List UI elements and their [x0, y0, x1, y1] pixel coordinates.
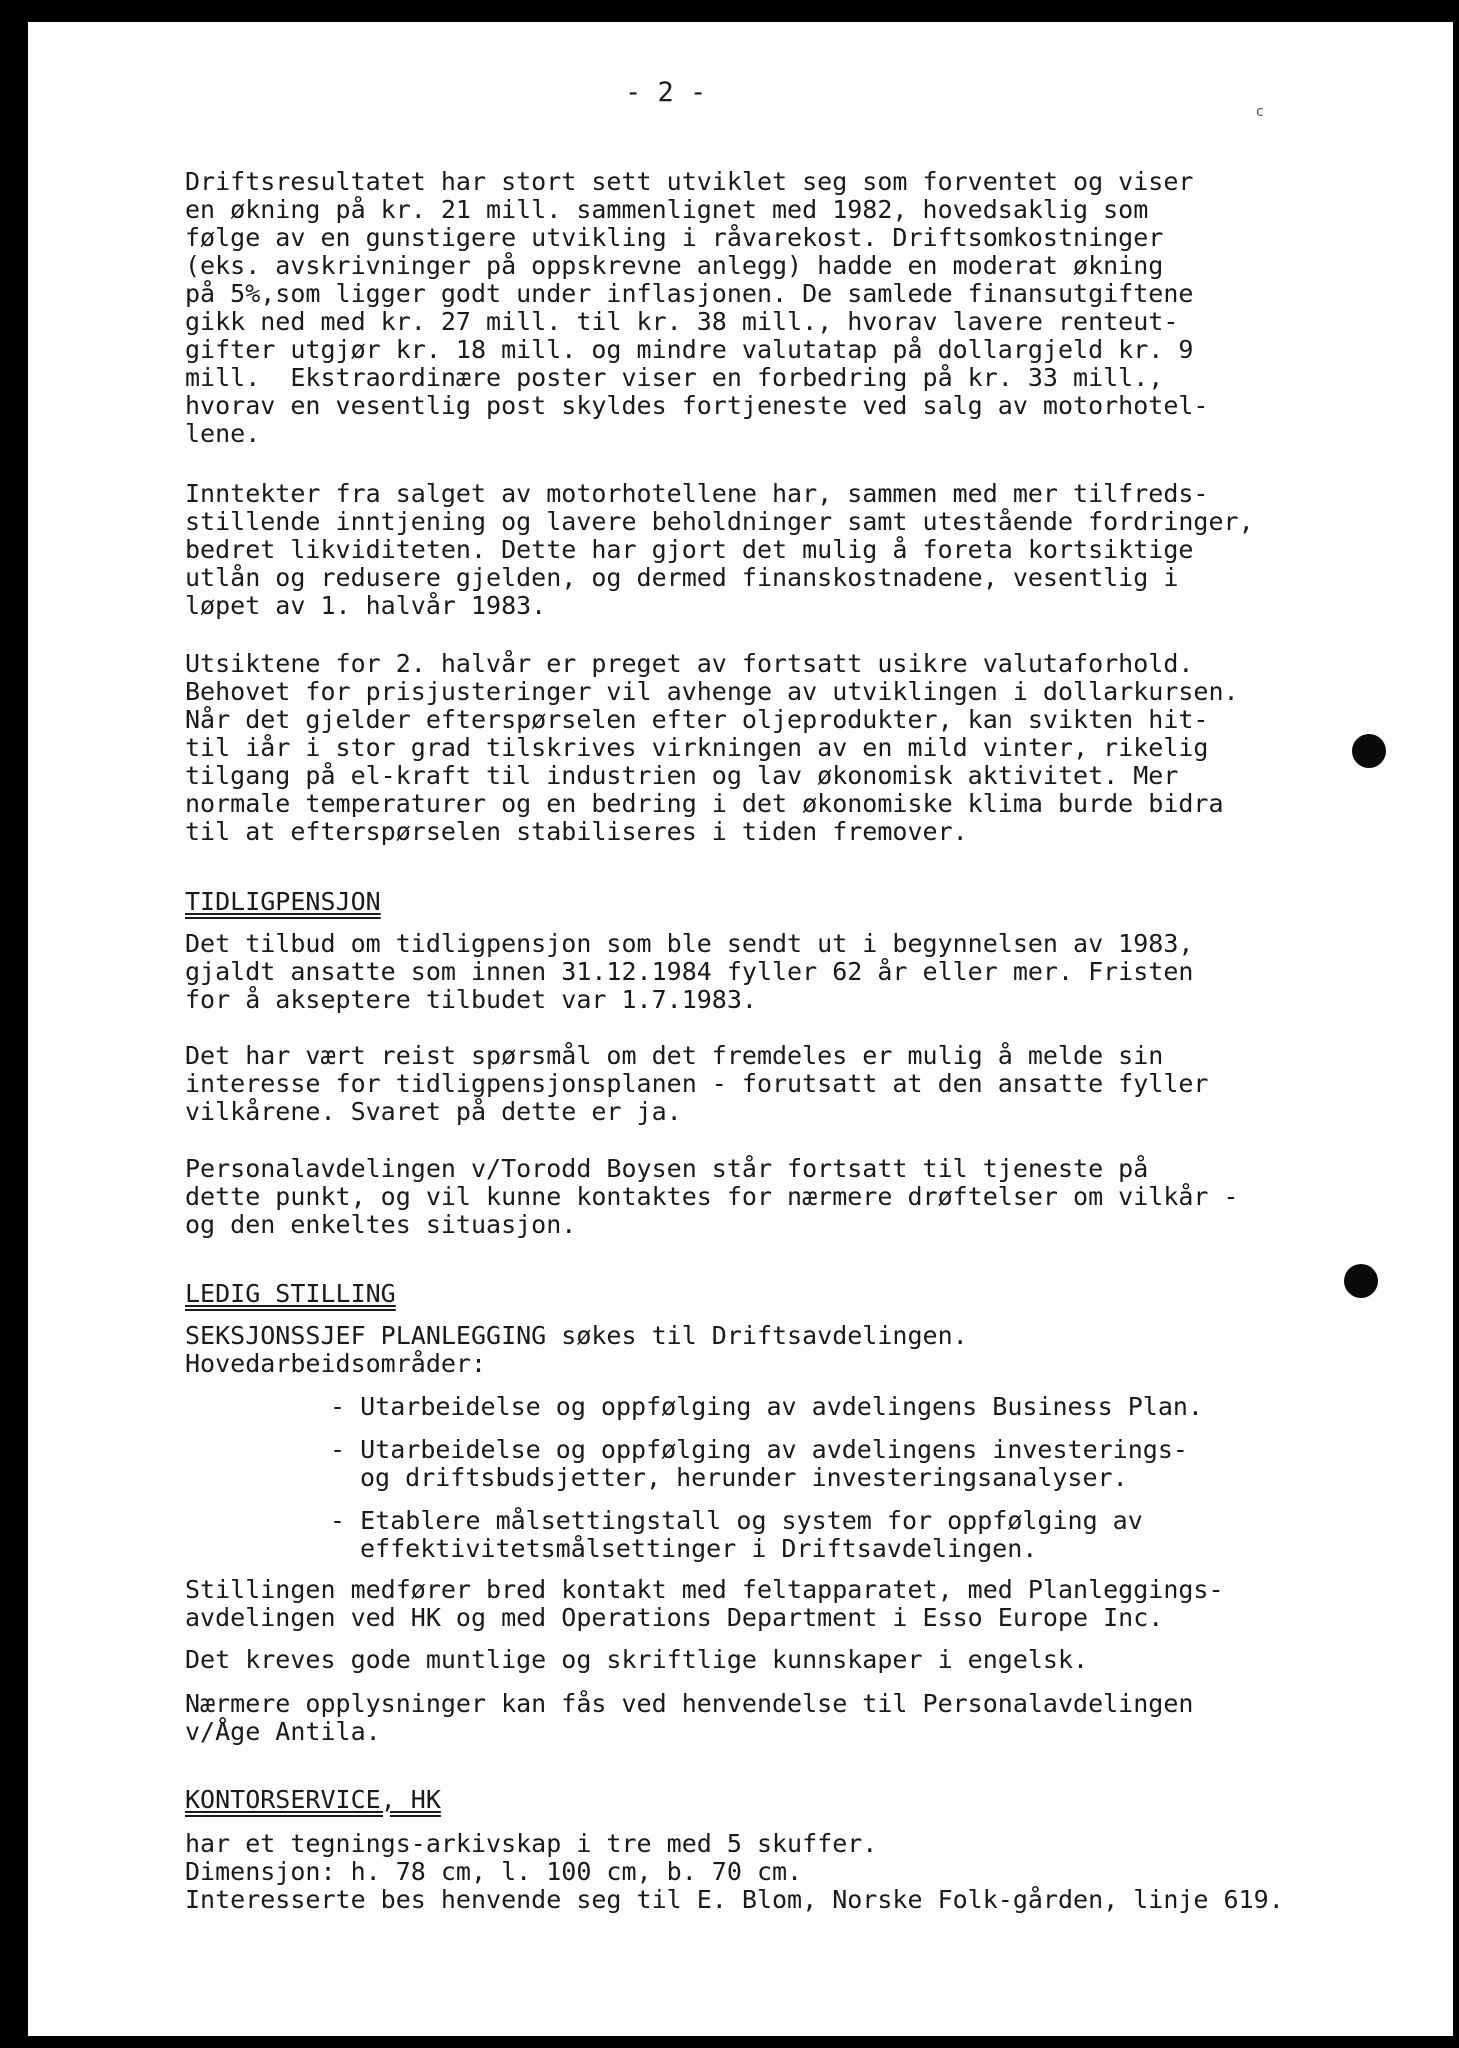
ledig-stilling-info: [185, 1690, 1193, 1746]
bullet-item: [330, 1436, 1188, 1492]
bullet-item: [330, 1393, 1203, 1421]
text-line: v/Åge Antila.: [185, 1717, 381, 1746]
text-line: Driftsresultatet har stort sett utviklet seg som forventet og viser: [185, 167, 1194, 196]
heading-ledig-stilling: LEDIG STILLING: [185, 1279, 396, 1308]
bullet-item: [330, 1507, 1143, 1563]
kontorservice-text: [185, 1830, 1284, 1914]
text-line: gjaldt ansatte som innen 31.12.1984 fyller 62 år eller mer. Fristen: [185, 957, 1194, 986]
text-line: avdelingen ved HK og med Operations Department i Esso Europe Inc.: [185, 1603, 1164, 1632]
punch-hole: [1352, 734, 1386, 768]
text-line: og driftsbudsjetter, herunder investeringsanalyser.: [360, 1463, 1128, 1492]
text-line: Dimensjon: h. 78 cm, l. 100 cm, b. 70 cm.: [185, 1857, 803, 1886]
text-line: stillende inntjening og lavere beholdninger samt utestående fordringer,: [185, 507, 1254, 536]
ledig-stilling-contact: [185, 1576, 1224, 1632]
corner-mark: c: [1256, 104, 1264, 120]
text-line: SEKSJONSSJEF PLANLEGGING søkes til Driftsavdelingen.: [185, 1321, 968, 1350]
text-line: - Etablere målsettingstall og system for oppfølging av: [330, 1507, 1143, 1535]
text-line: gikk ned med kr. 27 mill. til kr. 38 mill., hvorav lavere renteut-: [185, 307, 1179, 336]
text-line: tilgang på el-kraft til industrien og lav økonomisk aktivitet. Mer: [185, 761, 1179, 790]
text-line: en økning på kr. 21 mill. sammenlignet med 1982, hovedsaklig som: [185, 195, 1149, 224]
ledig-stilling-intro: [185, 1322, 968, 1378]
paragraph-driftsresultat: [185, 168, 1209, 448]
text-line: på 5%,som ligger godt under inflasjonen. De samlede finansutgiftene: [185, 279, 1194, 308]
text-line: Stillingen medfører bred kontakt med feltapparatet, med Planleggings-: [185, 1575, 1224, 1604]
text-line: Det kreves gode muntlige og skriftlige kunnskaper i engelsk.: [185, 1645, 1089, 1674]
text-line: for å akseptere tilbudet var 1.7.1983.: [185, 985, 757, 1014]
text-line: Hovedarbeidsområder:: [185, 1349, 487, 1378]
paragraph-tidligpensjon-2: [185, 1042, 1209, 1126]
text-line: interesse for tidligpensjonsplanen - forutsatt at den ansatte fyller: [185, 1069, 1209, 1098]
text-line: (eks. avskrivninger på oppskrevne anlegg) hadde en moderat økning: [185, 251, 1164, 280]
ledig-stilling-language: [185, 1646, 1088, 1674]
text-line: Det har vært reist spørsmål om det fremdeles er mulig å melde sin: [185, 1041, 1164, 1070]
text-line: Når det gjelder efterspørselen efter oljeprodukter, kan svikten hit-: [185, 705, 1209, 734]
paragraph-tidligpensjon-1: [185, 930, 1193, 1014]
text-line: til at efterspørselen stabiliseres i tiden fremover.: [185, 817, 968, 846]
text-line: dette punkt, og vil kunne kontaktes for nærmere drøftelser om vilkår -: [185, 1182, 1239, 1211]
text-line: gifter utgjør kr. 18 mill. og mindre valutatap på dollargjeld kr. 9: [185, 335, 1194, 364]
text-line: følge av en gunstigere utvikling i råvarekost. Driftsomkostninger: [185, 223, 1164, 252]
paragraph-inntekter: [185, 480, 1254, 620]
text-line: - Utarbeidelse og oppfølging av avdelingens Business Plan.: [330, 1393, 1203, 1421]
text-line: løpet av 1. halvår 1983.: [185, 591, 547, 620]
punch-hole: [1344, 1264, 1378, 1298]
text-line: Interesserte bes henvende seg til E. Blom, Norske Folk-gården, linje 619.: [185, 1885, 1284, 1914]
text-line: - Utarbeidelse og oppfølging av avdelingens investerings-: [330, 1436, 1188, 1464]
text-line: til iår i stor grad tilskrives virkningen av en mild vinter, rikelig: [185, 733, 1209, 762]
text-line: og den enkeltes situasjon.: [185, 1210, 577, 1239]
text-line: normale temperaturer og en bedring i det økonomiske klima burde bidra: [185, 789, 1224, 818]
text-line: Inntekter fra salget av motorhotellene har, sammen med mer tilfreds-: [185, 479, 1209, 508]
text-line: Personalavdelingen v/Torodd Boysen står fortsatt til tjeneste på: [185, 1154, 1149, 1183]
text-line: Behovet for prisjusteringer vil avhenge av utviklingen i dollarkursen.: [185, 677, 1239, 706]
text-line: vilkårene. Svaret på dette er ja.: [185, 1097, 682, 1126]
text-line: lene.: [185, 419, 261, 448]
heading-tidligpensjon: TIDLIGPENSJON: [185, 887, 381, 916]
text-line: Utsiktene for 2. halvår er preget av fortsatt usikre valutaforhold.: [185, 649, 1194, 678]
text-line: hvorav en vesentlig post skyldes fortjeneste ved salg av motorhotel-: [185, 391, 1209, 420]
text-line: Det tilbud om tidligpensjon som ble sendt ut i begynnelsen av 1983,: [185, 929, 1194, 958]
heading-kontorservice: KONTORSERVICE, HK: [185, 1785, 441, 1814]
text-line: bedret likviditeten. Dette har gjort det mulig å foreta kortsiktige: [185, 535, 1194, 564]
paragraph-tidligpensjon-3: [185, 1155, 1239, 1239]
text-line: har et tegnings-arkivskap i tre med 5 skuffer.: [185, 1829, 878, 1858]
text-line: mill. Ekstraordinære poster viser en forbedring på kr. 33 mill.,: [185, 363, 1164, 392]
text-line: utlån og redusere gjelden, og dermed finanskostnadene, vesentlig i: [185, 563, 1179, 592]
text-line: effektivitetsmålsettinger i Driftsavdelingen.: [360, 1534, 1038, 1563]
text-line: Nærmere opplysninger kan fås ved henvendelse til Personalavdelingen: [185, 1689, 1194, 1718]
paragraph-utsiktene: [185, 650, 1239, 846]
page-number: - 2 -: [625, 77, 707, 108]
